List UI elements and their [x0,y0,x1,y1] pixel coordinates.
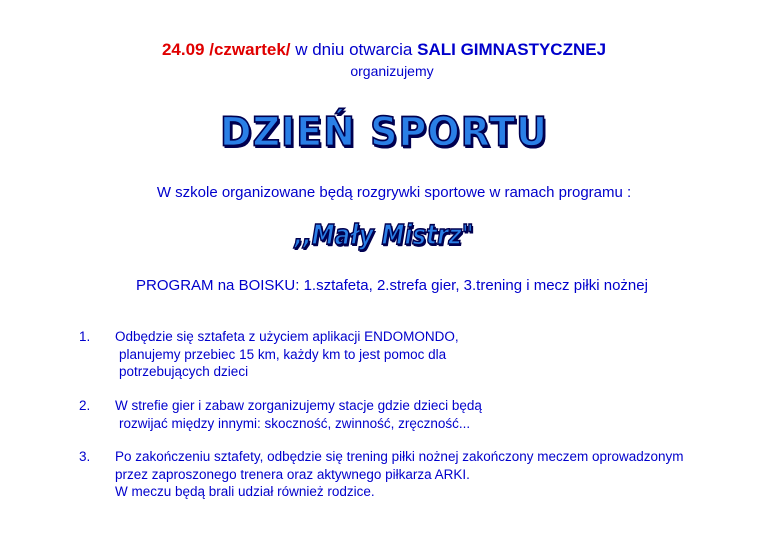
item-line: przez zaproszonego trenera oraz aktywnego piłkarza ARKI. [115,466,470,482]
item-number: 1. [79,329,91,344]
venue-name: SALI GIMNASTYCZNEJ [417,40,607,59]
item-line: W meczu będą brali udział również rodzice. [115,484,375,499]
program-line: PROGRAM na BOISKU: 1.sztafeta, 2.strefa gier, 3.trening i mecz piłki nożnej [136,277,648,294]
item-number: 3. [79,449,91,464]
headline [0,40,768,60]
item-text [115,328,755,381]
item-number: 2. [79,398,91,413]
headline-middle: w dniu otwarcia [290,40,418,59]
item-line: rozwijać między innymi: skoczność, zwinność, zręczność... [119,415,471,431]
item-text [115,448,755,501]
organize-text: organizujemy [350,63,434,79]
item-line: Po zakończeniu sztafety, odbędzie się trening piłki nożnej zakończony meczem oprowadzonym [115,449,684,464]
item-text [115,397,755,432]
item-line: potrzebujących dzieci [119,364,249,379]
item-line: W strefie gier i zabaw zorganizujemy stacje gdzie dzieci będą [115,398,482,413]
item-line: planujemy przebiec 15 km, każdy km to jest pomoc dla [119,346,447,362]
item-line: Odbędzie się sztafeta z użyciem aplikacji ENDOMONDO, [115,329,459,344]
program-title: ,,Mały Mistrz" [294,218,474,251]
event-title: DZIEŃ SPORTU [219,108,549,156]
intro-text: W szkole organizowane będą rozgrywki sportowe w ramach programu : [156,184,632,201]
event-date: 24.09 /czwartek/ [161,40,291,59]
